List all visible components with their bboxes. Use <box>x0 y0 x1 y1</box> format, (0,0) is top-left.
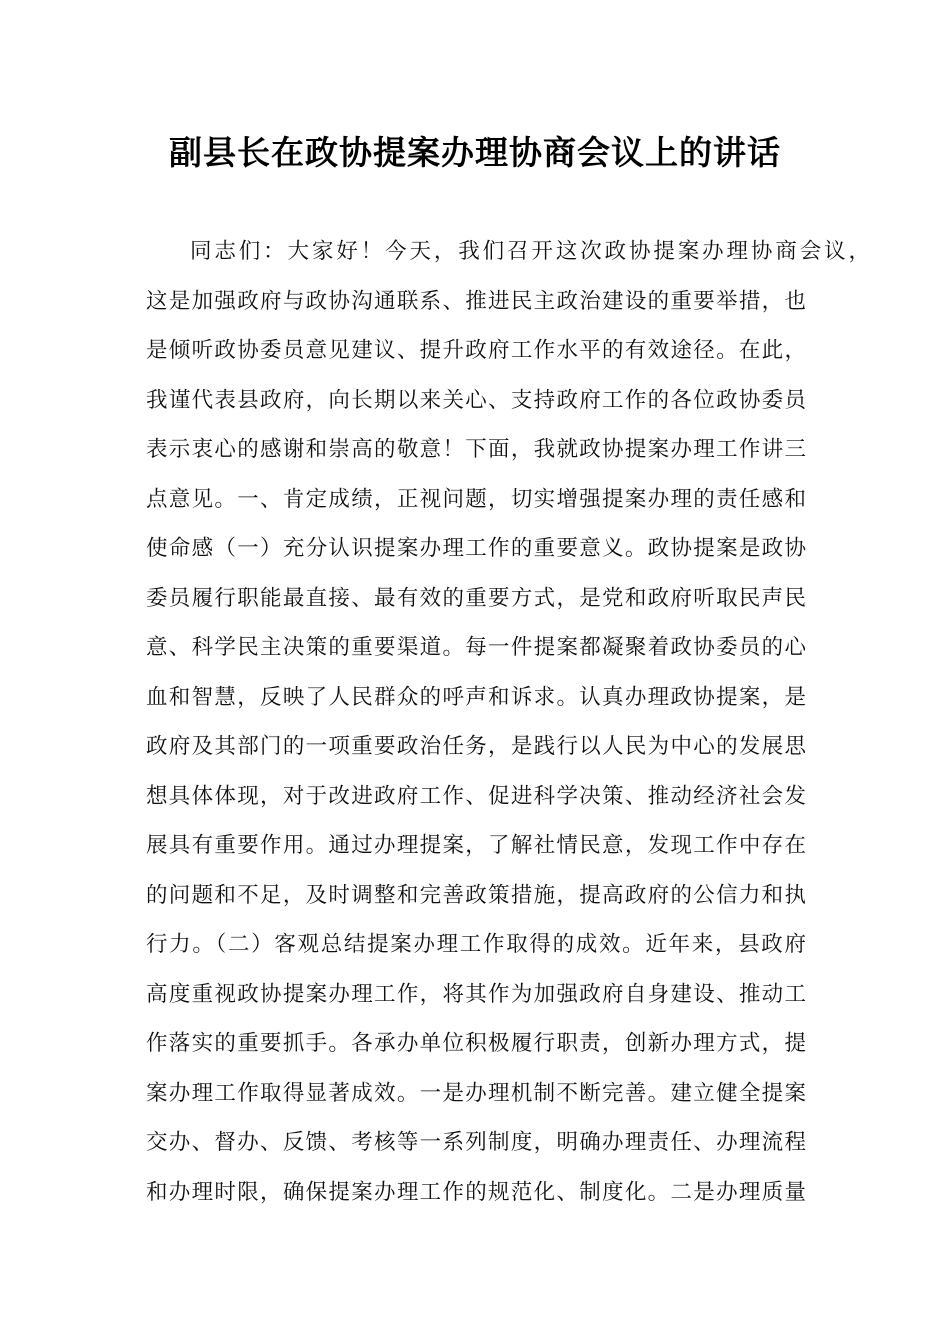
text-line: 这是加强政府与政协沟通联系、推进民主政治建设的重要举措，也 <box>146 288 806 314</box>
page-title: 副县长在政协提案办理协商会议上的讲话 <box>169 133 781 172</box>
text-line: 使命感（一）充分认识提案办理工作的重要意义。政协提案是政协 <box>146 536 806 561</box>
text-line: 和办理时限，确保提案办理工作的规范化、制度化。二是办理质量 <box>146 1179 806 1205</box>
text-line: 血和智慧，反映了人民群众的呼声和诉求。认真办理政协提案，是 <box>146 684 806 710</box>
text-line: 同志们：大家好！今天，我们召开这次政协提案办理协商会议， <box>190 239 870 264</box>
text-line: 点意见。一、肯定成绩，正视问题，切实增强提案办理的责任感和 <box>146 486 806 512</box>
text-line: 的问题和不足，及时调整和完善政策措施，提高政府的公信力和执 <box>146 882 806 908</box>
text-line: 作落实的重要抓手。各承办单位积极履行职责，创新办理方式，提 <box>146 1031 806 1056</box>
speech-body <box>146 227 870 1217</box>
text-line: 委员履行职能最直接、最有效的重要方式，是党和政府听取民声民 <box>146 585 806 611</box>
text-line: 政府及其部门的一项重要政治任务，是践行以人民为中心的发展思 <box>146 734 806 759</box>
text-line: 展具有重要作用。通过办理提案，了解社情民意，发现工作中存在 <box>146 833 806 858</box>
text-line: 表示衷心的感谢和崇高的敬意！下面，我就政协提案办理工作讲三 <box>146 437 806 462</box>
text-line: 是倾听政协委员意见建议、提升政府工作水平的有效途径。在此， <box>146 338 806 363</box>
text-line: 意、科学民主决策的重要渠道。每一件提案都凝聚着政协委员的心 <box>146 635 806 660</box>
text-line: 案办理工作取得显著成效。一是办理机制不断完善。建立健全提案 <box>146 1080 806 1106</box>
text-line: 高度重视政协提案办理工作，将其作为加强政府自身建设、推动工 <box>146 981 806 1007</box>
text-line: 想具体体现，对于改进政府工作、促进科学决策、推动经济社会发 <box>146 783 806 809</box>
text-line: 我谨代表县政府，向长期以来关心、支持政府工作的各位政协委员 <box>146 387 806 413</box>
text-line: 行力。（二）客观总结提案办理工作取得的成效。近年来，县政府 <box>146 932 806 957</box>
text-line: 交办、督办、反馈、考核等一系列制度，明确办理责任、办理流程 <box>146 1130 806 1155</box>
